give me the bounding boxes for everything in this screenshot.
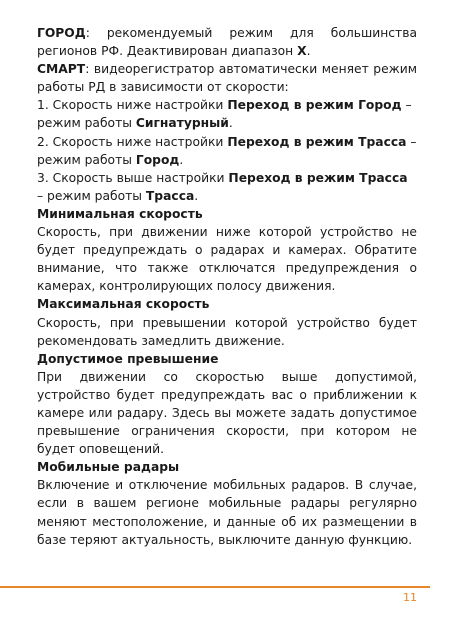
smart-rule-middle: – режим работы <box>37 134 417 167</box>
section-body-allowed-excess: При движении со скоростью выше допустимой, устройство будет предупреждать вас о приближении к камере или радару. Здесь вы можете задать допустимое превышение ограничения скорости, при котором не будет оповещений. <box>37 369 417 457</box>
section-heading-max-speed: Максимальная скорость <box>37 297 210 312</box>
mode-city-text: : рекомендуемый режим для большинства регионов РФ. Деактивирован диапазон <box>37 26 417 59</box>
section-body-max-speed: Скорость, при превышении которой устройство будет рекомендовать замедлить движение. <box>37 315 417 348</box>
smart-rule-suffix: . <box>228 116 233 131</box>
smart-rule-result: Трасса <box>145 188 195 203</box>
smart-rule-prefix: 1. Скорость ниже настройки <box>37 98 228 113</box>
smart-rule-setting: Переход в режим Трасса <box>228 170 408 185</box>
smart-rule-suffix: . <box>179 152 184 167</box>
section-heading-mobile-radars: Мобильные радары <box>37 460 180 475</box>
mode-city-text-end: . <box>306 44 311 59</box>
smart-rule-middle: – режим работы <box>37 98 412 131</box>
smart-rule-1 <box>37 96 417 132</box>
smart-rule-suffix: . <box>194 188 199 203</box>
section-heading-allowed-excess: Допустимое превышение <box>37 351 219 366</box>
smart-rule-setting: Переход в режим Город <box>227 98 402 113</box>
smart-rule-result: Город <box>135 152 180 167</box>
smart-rule-prefix: 2. Скорость ниже настройки <box>37 134 228 149</box>
smart-rule-setting: Переход в режим Трасса <box>227 134 407 149</box>
footer-divider <box>0 586 430 588</box>
section-heading-min-speed: Минимальная скорость <box>37 206 203 221</box>
smart-rule-result: Сигнатурный <box>135 116 229 131</box>
mode-city-paragraph <box>37 24 417 60</box>
smart-rule-2 <box>37 133 417 169</box>
section-body-min-speed: Скорость, при движении ниже которой устройство не будет предупреждать о радарах и камерах. Обратите внимание, что также отключатся предупреждения о камерах, контролирующих полосу движения. <box>37 225 417 294</box>
smart-rule-middle: – режим работы <box>37 188 146 203</box>
smart-rule-prefix: 3. Скорость выше настройки <box>37 170 229 185</box>
page-content <box>37 24 417 549</box>
mode-smart-paragraph <box>37 60 417 96</box>
page-number: 11 <box>403 591 417 604</box>
smart-rule-3 <box>37 169 417 205</box>
section-body-mobile-radars: Включение и отключение мобильных радаров. В случае, если в вашем регионе мобильные радары регулярно меняют местоположение, и данные об их размещении в базе теряют актуальность, выключите данную функцию. <box>37 478 417 547</box>
mode-city-term: ГОРОД <box>37 26 86 40</box>
mode-smart-text: : видеорегистратор автоматически меняет режим работы РД в зависимости от скорости: <box>37 62 417 95</box>
mode-smart-term: СМАРТ <box>37 62 86 77</box>
mode-city-band: X <box>297 44 307 59</box>
